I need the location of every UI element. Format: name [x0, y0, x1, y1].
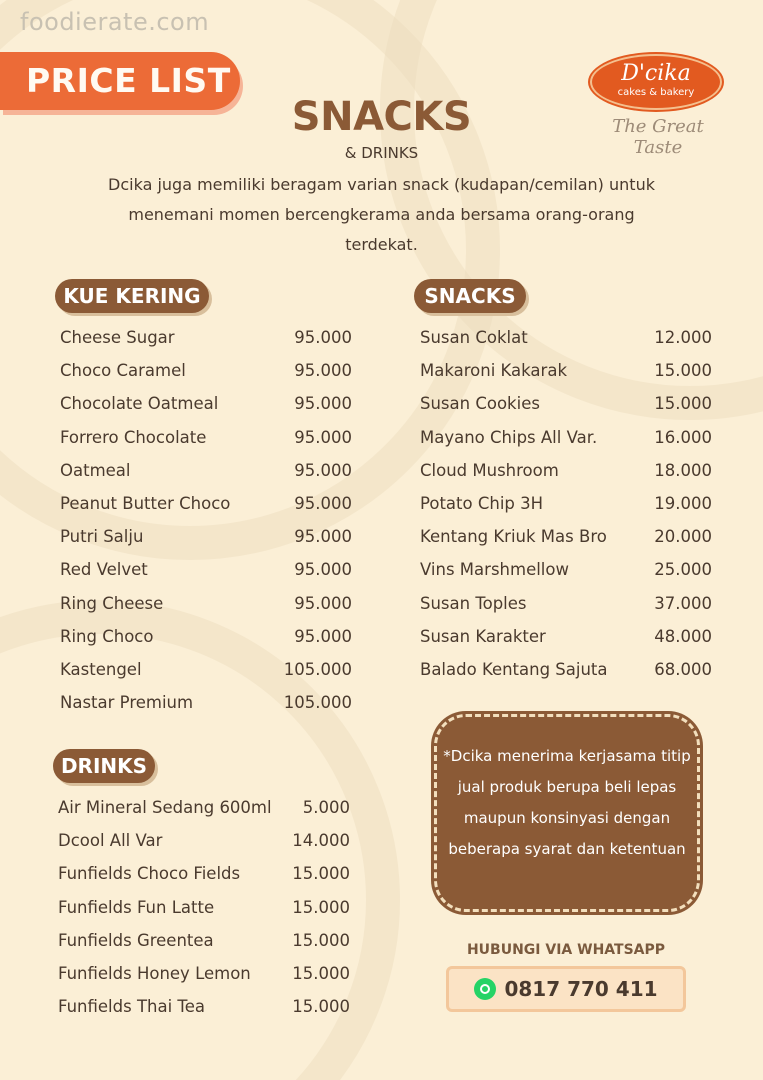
watermark: foodierate.com	[20, 8, 210, 36]
menu-item	[420, 553, 712, 586]
menu-item-name: Susan Coklat	[420, 328, 528, 347]
menu-item-price: 15.000	[292, 997, 350, 1017]
menu-item	[58, 891, 350, 924]
section-heading-snacks: SNACKS	[414, 279, 526, 313]
menu-item	[58, 957, 350, 990]
logo-brand-name: D'cika	[621, 61, 691, 86]
menu-item	[420, 520, 712, 553]
page-title: SNACKS	[291, 94, 472, 140]
menu-item-name: Makaroni Kakarak	[420, 361, 567, 381]
menu-item-name: Vins Marshmellow	[420, 560, 569, 580]
menu-item-name: Forrero Chocolate	[60, 427, 207, 447]
section-heading-kue-kering: KUE KERING	[55, 279, 209, 313]
price-list-tab: PRICE LIST	[0, 52, 240, 110]
menu-item-name: Funfields Thai Tea	[58, 997, 205, 1017]
menu-item-price: 95.000	[294, 427, 352, 447]
menu-item-price: 25.000	[654, 560, 712, 580]
menu-item	[58, 990, 350, 1023]
menu-item-name: Kastengel	[60, 659, 142, 679]
contact-label: HUBUNGI VIA WHATSAPP	[466, 942, 666, 958]
kue-kering-list	[60, 321, 352, 719]
menu-item	[420, 653, 712, 686]
menu-item	[60, 587, 352, 620]
menu-item-price: 15.000	[292, 897, 350, 917]
menu-item-name: Ring Cheese	[60, 593, 164, 613]
menu-item-price: 95.000	[294, 460, 352, 480]
menu-item-price: 20.000	[654, 527, 712, 547]
menu-item-name: Cloud Mushroom	[420, 460, 559, 480]
menu-item	[60, 620, 352, 653]
menu-item	[420, 421, 712, 454]
menu-item	[60, 454, 352, 487]
menu-item	[58, 791, 350, 824]
menu-item-price: 15.000	[292, 963, 350, 983]
menu-item-name: Funfields Greentea	[58, 930, 214, 950]
menu-item	[60, 354, 352, 387]
snacks-list	[420, 321, 712, 686]
menu-item-name: Susan Toples	[420, 593, 527, 613]
drinks-list	[58, 791, 350, 1023]
menu-item-price: 5.000	[302, 798, 350, 817]
menu-item	[60, 487, 352, 520]
menu-item-name: Putri Salju	[60, 527, 144, 547]
menu-item	[60, 387, 352, 420]
whatsapp-contact[interactable]	[446, 966, 686, 1012]
menu-item	[60, 520, 352, 553]
menu-item-price: 95.000	[294, 328, 352, 347]
menu-item-name: Red Velvet	[60, 560, 148, 580]
menu-item	[420, 387, 712, 420]
menu-item	[60, 553, 352, 586]
menu-item-name: Ring Choco	[60, 626, 154, 646]
menu-item	[420, 354, 712, 387]
menu-item	[420, 454, 712, 487]
menu-item-price: 105.000	[283, 693, 352, 713]
menu-item-name: Air Mineral Sedang 600ml	[58, 798, 272, 817]
whatsapp-icon	[474, 978, 496, 1000]
menu-item-name: Funfields Fun Latte	[58, 897, 215, 917]
menu-item-name: Dcool All Var	[58, 831, 163, 851]
menu-item-price: 18.000	[654, 460, 712, 480]
menu-item-price: 95.000	[294, 394, 352, 414]
menu-item-name: Oatmeal	[60, 460, 131, 480]
menu-item-price: 95.000	[294, 361, 352, 381]
partnership-note: *Dcika menerima kerjasama titip jual produk berupa beli lepas maupun konsinyasi dengan beberapa syarat dan ketentuan	[434, 714, 700, 912]
menu-item-name: Funfields Honey Lemon	[58, 963, 251, 983]
menu-item-name: Potato Chip 3H	[420, 493, 544, 513]
menu-item-name: Peanut Butter Choco	[60, 493, 231, 513]
menu-item	[58, 924, 350, 957]
menu-item-name: Mayano Chips All Var.	[420, 427, 598, 447]
menu-item-price: 95.000	[294, 626, 352, 646]
menu-item	[420, 487, 712, 520]
menu-item-price: 68.000	[654, 659, 712, 679]
menu-item	[420, 321, 712, 354]
menu-item-price: 48.000	[654, 626, 712, 646]
menu-item-price: 37.000	[654, 593, 712, 613]
phone-number: 0817 770 411	[504, 977, 658, 1001]
menu-item-name: Chocolate Oatmeal	[60, 394, 219, 414]
menu-item	[60, 421, 352, 454]
menu-item	[58, 857, 350, 890]
logo-tagline: The Great Taste	[612, 116, 704, 158]
menu-item-price: 15.000	[654, 394, 712, 414]
menu-item-name: Kentang Kriuk Mas Bro	[420, 527, 607, 547]
menu-item	[58, 824, 350, 857]
menu-item-price: 19.000	[654, 493, 712, 513]
menu-item	[60, 686, 352, 719]
menu-item-price: 15.000	[654, 361, 712, 381]
menu-item	[60, 321, 352, 354]
menu-item-price: 14.000	[292, 831, 350, 851]
menu-item-name: Balado Kentang Sajuta	[420, 659, 608, 679]
menu-item-name: Nastar Premium	[60, 693, 194, 713]
logo-subtitle: cakes & bakery	[617, 87, 695, 98]
menu-item-price: 95.000	[294, 593, 352, 613]
page-subtitle: & DRINKS	[344, 144, 419, 162]
menu-item-price: 15.000	[292, 864, 350, 884]
menu-item	[60, 653, 352, 686]
menu-item-price: 95.000	[294, 560, 352, 580]
menu-item-price: 16.000	[654, 427, 712, 447]
menu-item-name: Choco Caramel	[60, 361, 186, 381]
menu-item-price: 95.000	[294, 493, 352, 513]
section-heading-drinks: DRINKS	[53, 749, 155, 783]
menu-item	[420, 587, 712, 620]
menu-item-name: Cheese Sugar	[60, 328, 175, 347]
intro-text: Dcika juga memiliki beragam varian snack (kudapan/cemilan) untuk menemani momen bercengkerama anda bersama orang-orang terdekat.	[108, 175, 655, 254]
menu-item-price: 15.000	[292, 930, 350, 950]
menu-item-price: 12.000	[654, 328, 712, 347]
menu-item-name: Funfields Choco Fields	[58, 864, 241, 884]
menu-item-price: 105.000	[283, 659, 352, 679]
menu-item-price: 95.000	[294, 527, 352, 547]
menu-item	[420, 620, 712, 653]
menu-item-name: Susan Karakter	[420, 626, 546, 646]
menu-item-name: Susan Cookies	[420, 394, 540, 414]
